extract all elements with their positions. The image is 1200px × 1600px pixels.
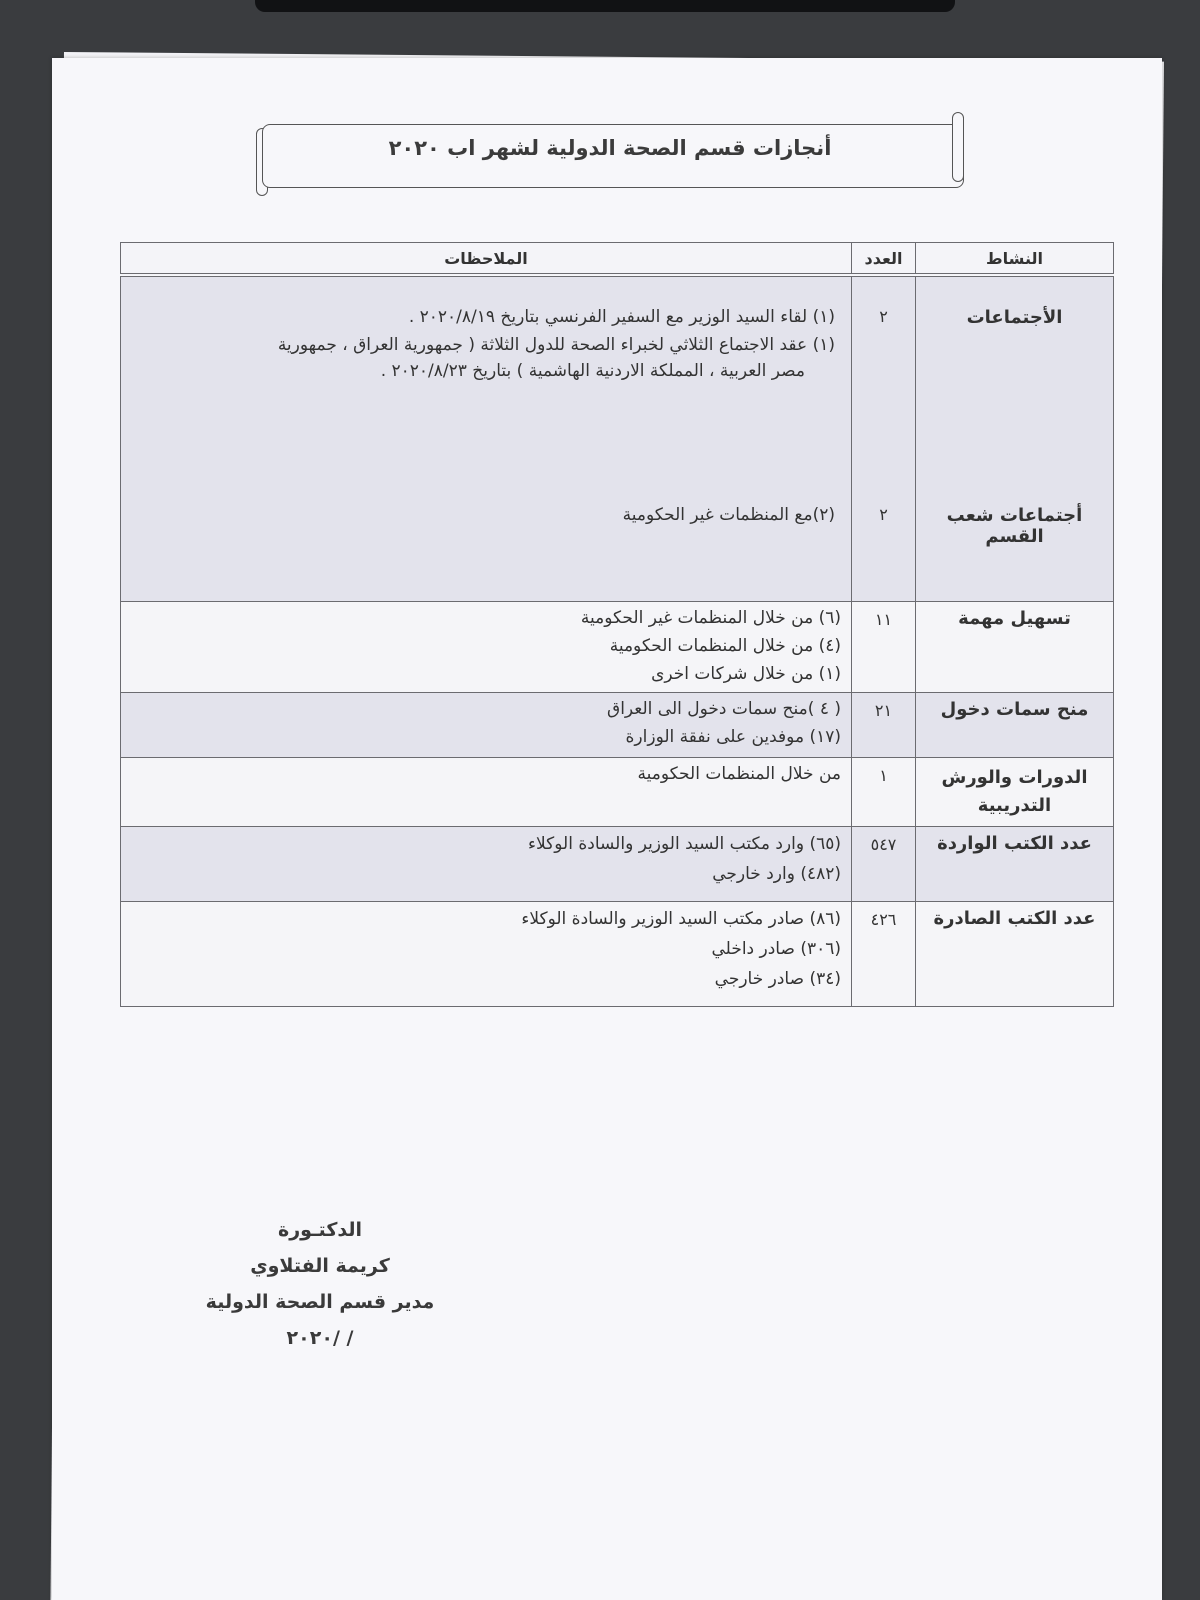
activity-incoming: عدد الكتب الواردة — [916, 827, 1114, 902]
note-line: (٣٤) صادر خارجي — [714, 969, 841, 989]
count-incoming: ٥٤٧ — [852, 827, 916, 902]
count-visas: ٢١ — [852, 693, 916, 758]
phone-edge — [255, 0, 955, 12]
table-row-incoming — [121, 827, 1114, 902]
activity-visas: منح سمات دخول — [916, 693, 1114, 758]
header-activity: النشاط — [916, 243, 1114, 276]
header-count: العدد — [852, 243, 916, 276]
activity-meetings: الأجتماعات — [966, 307, 1063, 328]
table-row-training — [121, 758, 1114, 827]
table-header-row — [121, 243, 1114, 276]
count-outgoing: ٤٢٦ — [852, 902, 916, 1007]
count-facilitation: ١١ — [852, 602, 916, 693]
activity-training: الدورات والورش التدريبية — [916, 758, 1114, 827]
count-section-meetings: ٢ — [879, 505, 888, 524]
notes-meetings — [125, 303, 835, 384]
note-line: من خلال المنظمات الحكومية — [637, 764, 841, 784]
activity-section-meetings: أجتماعات شعب القسم — [946, 505, 1083, 547]
signature-position: مدير قسم الصحة الدولية — [205, 1291, 435, 1313]
note-line: (٤٨٢) وارد خارجي — [712, 864, 841, 884]
note-line: (٨٦) صادر مكتب السيد الوزير والسادة الوكلاء — [521, 909, 841, 929]
achievements-table — [120, 242, 1114, 1007]
notes-visas — [121, 693, 852, 758]
notes-outgoing — [121, 902, 852, 1007]
count-cell — [852, 275, 916, 602]
note-line: (١) عقد الاجتماع الثلاثي لخبراء الصحة للدول الثلاثة ( جمهورية العراق ، جمهورية — [277, 335, 835, 355]
notes-facilitation — [121, 602, 852, 693]
note-line: (٣٠٦) صادر داخلي — [711, 939, 841, 959]
signature-date: / /٢٠٢٠ — [286, 1327, 354, 1349]
note-line: (١) من خلال شركات اخرى — [651, 664, 841, 684]
count-meetings: ٢ — [879, 307, 888, 326]
table-row-meetings — [121, 275, 1114, 602]
signature-block — [190, 1212, 450, 1356]
note-line: مصر العربية ، المملكة الاردنية الهاشمية ) بتاريخ ٢٠٢٠/٨/٢٣ . — [380, 361, 805, 381]
document-title: أنجازات قسم الصحة الدولية لشهر اب ٢٠٢٠ — [388, 136, 832, 160]
scroll-right-curl — [952, 112, 964, 182]
note-line: (٦) من خلال المنظمات غير الحكومية — [580, 608, 841, 628]
notes-section-meetings — [125, 501, 835, 530]
note-line: (١) لقاء السيد الوزير مع السفير الفرنسي بتاريخ ٢٠٢٠/٨/١٩ . — [408, 307, 835, 327]
notes-cell — [121, 275, 852, 602]
count-training: ١ — [852, 758, 916, 827]
activity-outgoing: عدد الكتب الصادرة — [916, 902, 1114, 1007]
notes-incoming — [121, 827, 852, 902]
note-line: ( ٤ )منح سمات دخول الى العراق — [607, 699, 841, 719]
header-notes: الملاحظات — [121, 243, 852, 276]
note-line: (٦٥) وارد مكتب السيد الوزير والسادة الوكلاء — [528, 834, 841, 854]
table-row-visas — [121, 693, 1114, 758]
signature-name: كريمة الفتلاوي — [250, 1255, 390, 1277]
note-line: (١٧) موفدين على نفقة الوزارة — [625, 727, 841, 747]
table-row-outgoing — [121, 902, 1114, 1007]
note-line: (٤) من خلال المنظمات الحكومية — [609, 636, 841, 656]
signature-title: الدكتـورة — [278, 1219, 362, 1241]
activity-cell — [916, 275, 1114, 602]
activity-facilitation: تسهيل مهمة — [916, 602, 1114, 693]
table-row-facilitation — [121, 602, 1114, 693]
note-line: (٢)مع المنظمات غير الحكومية — [622, 505, 835, 525]
notes-training — [121, 758, 852, 827]
